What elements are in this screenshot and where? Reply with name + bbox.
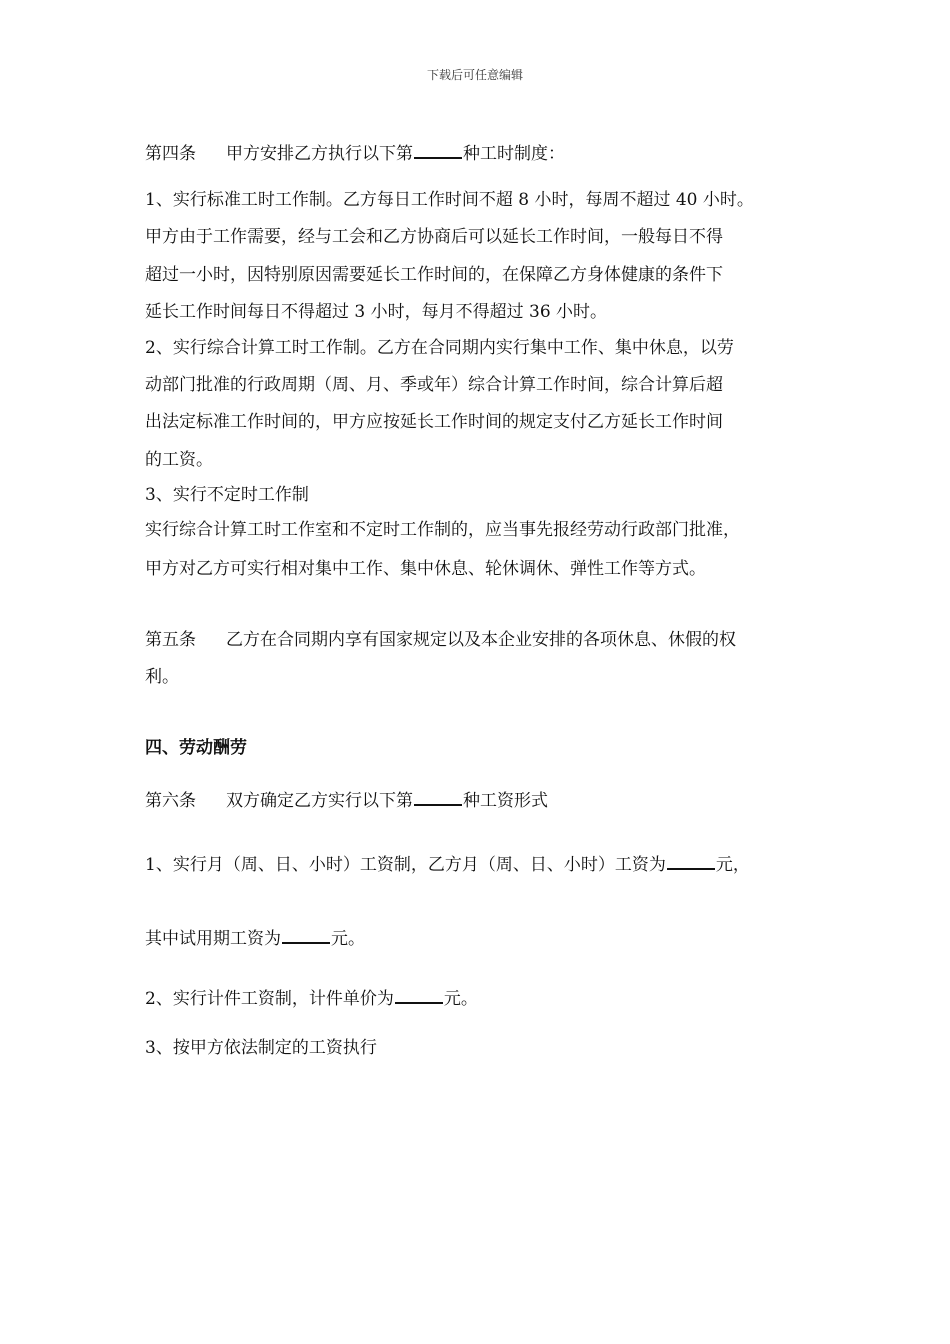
article-4-item2-line4: 的工资。 <box>145 450 213 470</box>
article-4-heading <box>145 142 565 163</box>
article-6-text-a: 双方确定乙方实行以下第 <box>226 791 413 811</box>
article-5-line2: 利。 <box>145 667 179 687</box>
article-4-label: 第四条 <box>145 144 196 164</box>
article-5-line1 <box>145 632 736 649</box>
article-4-item3-line2: 甲方对乙方可实行相对集中工作、集中休息、轮休调休、弹性工作等方式。 <box>145 559 706 579</box>
article-6-item1 <box>145 853 750 874</box>
article-6-item1-text-b: 元， <box>715 855 750 875</box>
article-6-item3: 3、按甲方依法制定的工资执行 <box>145 1038 377 1058</box>
article-4-item1-line2: 甲方由于工作需要，经与工会和乙方协商后可以延长工作时间，一般每日不得 <box>145 227 723 247</box>
article-4-item1-line3: 超过一小时，因特别原因需要延长工作时间的，在保障乙方身体健康的条件下 <box>145 265 723 285</box>
article-6-item2-text-b: 元。 <box>443 989 478 1009</box>
article-6-text-b: 种工资形式 <box>463 791 548 811</box>
article-4-blank <box>414 142 462 159</box>
article-4-item2-line1: 2、实行综合计算工时工作制。乙方在合同期内实行集中工作、集中休息，以劳 <box>145 338 734 358</box>
article-6-heading <box>145 789 548 810</box>
article-4-item1-line1: 1、实行标准工时工作制。乙方每日工作时间不超 8 小时，每周不超过 40 小时。 <box>145 190 754 210</box>
probation-wage-blank <box>282 927 330 944</box>
article-4-item3-line1: 实行综合计算工时工作室和不定时工作制的，应当事先报经劳动行政部门批准， <box>145 520 740 540</box>
article-6-label: 第六条 <box>145 791 196 811</box>
article-6-item1-cont <box>145 927 365 948</box>
piece-rate-blank <box>395 987 443 1004</box>
article-4-item1-line4: 延长工作时间每日不得超过 3 小时，每月不得超过 36 小时。 <box>145 302 608 322</box>
article-5-text: 乙方在合同期内享有国家规定以及本企业安排的各项休息、休假的权 <box>226 630 736 650</box>
article-4-item2-line2: 动部门批准的行政周期（周、月、季或年）综合计算工作时间，综合计算后超 <box>145 375 723 395</box>
article-4-text-a: 甲方安排乙方执行以下第 <box>226 144 413 164</box>
monthly-wage-blank <box>667 853 715 870</box>
article-6-item1-text-c: 其中试用期工资为 <box>145 929 281 949</box>
article-6-item1-text-a: 1、实行月（周、日、小时）工资制，乙方月（周、日、小时）工资为 <box>145 855 666 875</box>
article-6-item2-text-a: 2、实行计件工资制，计件单价为 <box>145 989 394 1009</box>
page-header-note: 下载后可任意编辑 <box>426 68 523 82</box>
article-4-item2-line3: 出法定标准工作时间的，甲方应按延长工作时间的规定支付乙方延长工作时间 <box>145 412 723 432</box>
article-4-text-b: 种工时制度： <box>463 144 565 164</box>
article-6-item2 <box>145 987 478 1008</box>
article-4-item3-title: 3、实行不定时工作制 <box>145 485 309 505</box>
article-6-item1-text-d: 元。 <box>331 929 365 949</box>
section-4-title: 四、劳动酬劳 <box>145 738 247 758</box>
article-5-label: 第五条 <box>145 630 196 650</box>
article-6-blank <box>414 789 462 806</box>
